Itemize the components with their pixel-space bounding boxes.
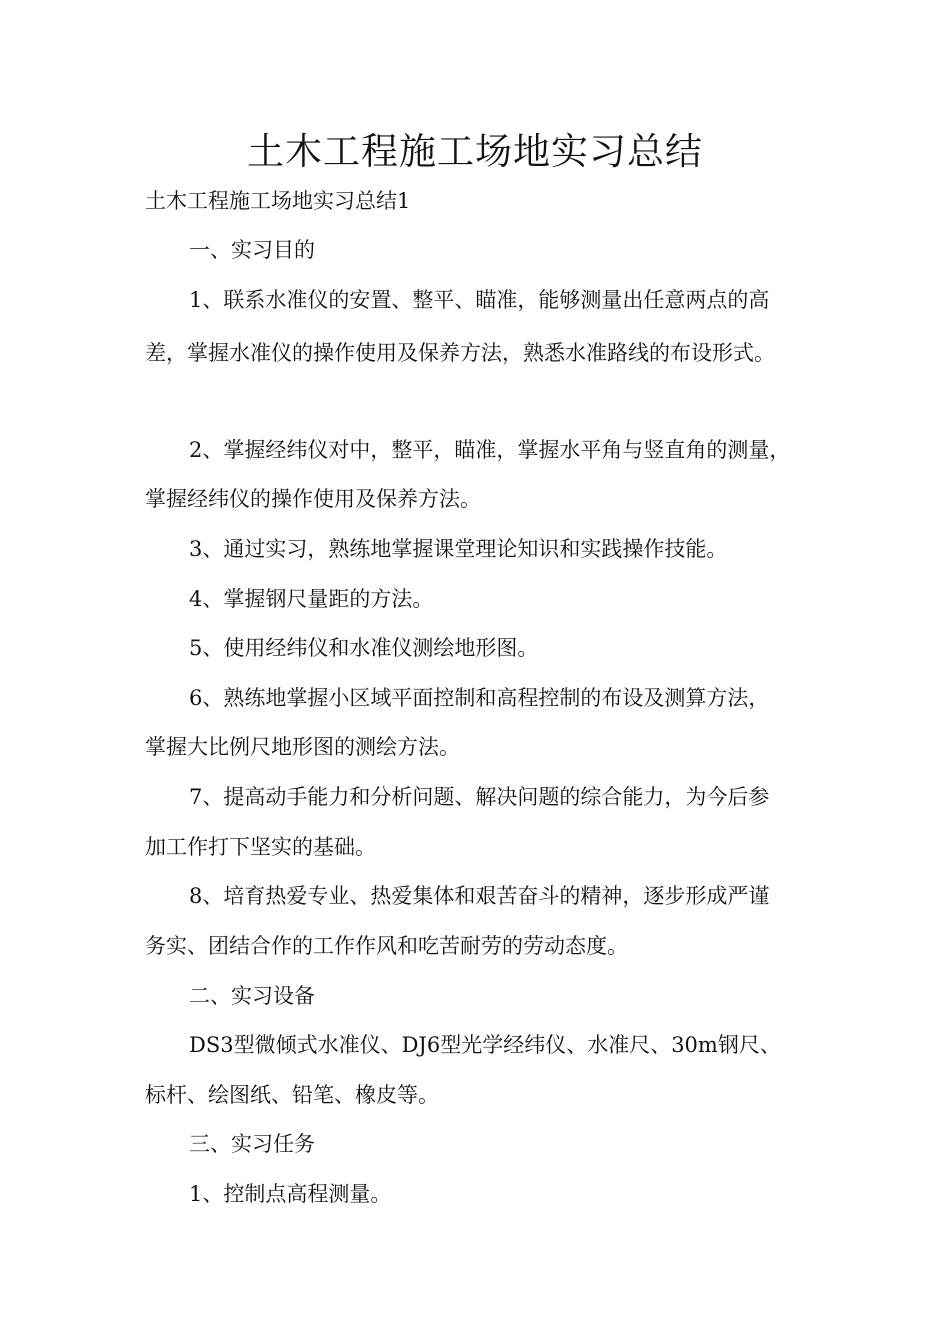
paragraph-line: 掌握经纬仪的操作使用及保养方法。: [145, 487, 481, 511]
paragraph-line: 2、掌握经纬仪对中，整平，瞄准，掌握水平角与竖直角的测量，: [189, 438, 791, 462]
paragraph-line: 标杆、绘图纸、铅笔、橡皮等。: [145, 1083, 439, 1107]
paragraph-line: 4、掌握钢尺量距的方法。: [189, 587, 434, 611]
paragraph-line: 7、提高动手能力和分析问题、解决问题的综合能力，为今后参: [189, 785, 770, 809]
paragraph-line: 1、联系水准仪的安置、整平、瞄准，能够测量出任意两点的高: [189, 288, 770, 312]
subsection-heading: 二、实习设备: [189, 984, 315, 1008]
paragraph-line: 8、培育热爱专业、热爱集体和艰苦奋斗的精神，逐步形成严谨: [189, 884, 770, 908]
paragraph-line: DS3型微倾式水准仪、DJ6型光学经纬仪、水准尺、30m钢尺、: [189, 1033, 781, 1057]
subsection-heading: 三、实习任务: [189, 1132, 315, 1156]
paragraph-line: 1、控制点高程测量。: [189, 1182, 392, 1206]
document-title: 土木工程施工场地实习总结: [247, 130, 703, 173]
paragraph-line: 掌握大比例尺地形图的测绘方法。: [145, 735, 460, 759]
subsection-heading: 一、实习目的: [189, 238, 315, 262]
section-heading: 土木工程施工场地实习总结1: [145, 189, 411, 213]
paragraph-line: 加工作打下坚实的基础。: [145, 835, 376, 859]
paragraph-line: 5、使用经纬仪和水准仪测绘地形图。: [189, 636, 539, 660]
paragraph-line: 差，掌握水准仪的操作使用及保养方法，熟悉水准路线的布设形式。: [145, 341, 775, 365]
paragraph-line: 务实、团结合作的工作作风和吃苦耐劳的劳动态度。: [145, 934, 628, 958]
paragraph-line: 3、通过实习，熟练地掌握课堂理论知识和实践操作技能。: [189, 537, 728, 561]
paragraph-line: 6、熟练地掌握小区域平面控制和高程控制的布设及测算方法，: [189, 686, 770, 710]
